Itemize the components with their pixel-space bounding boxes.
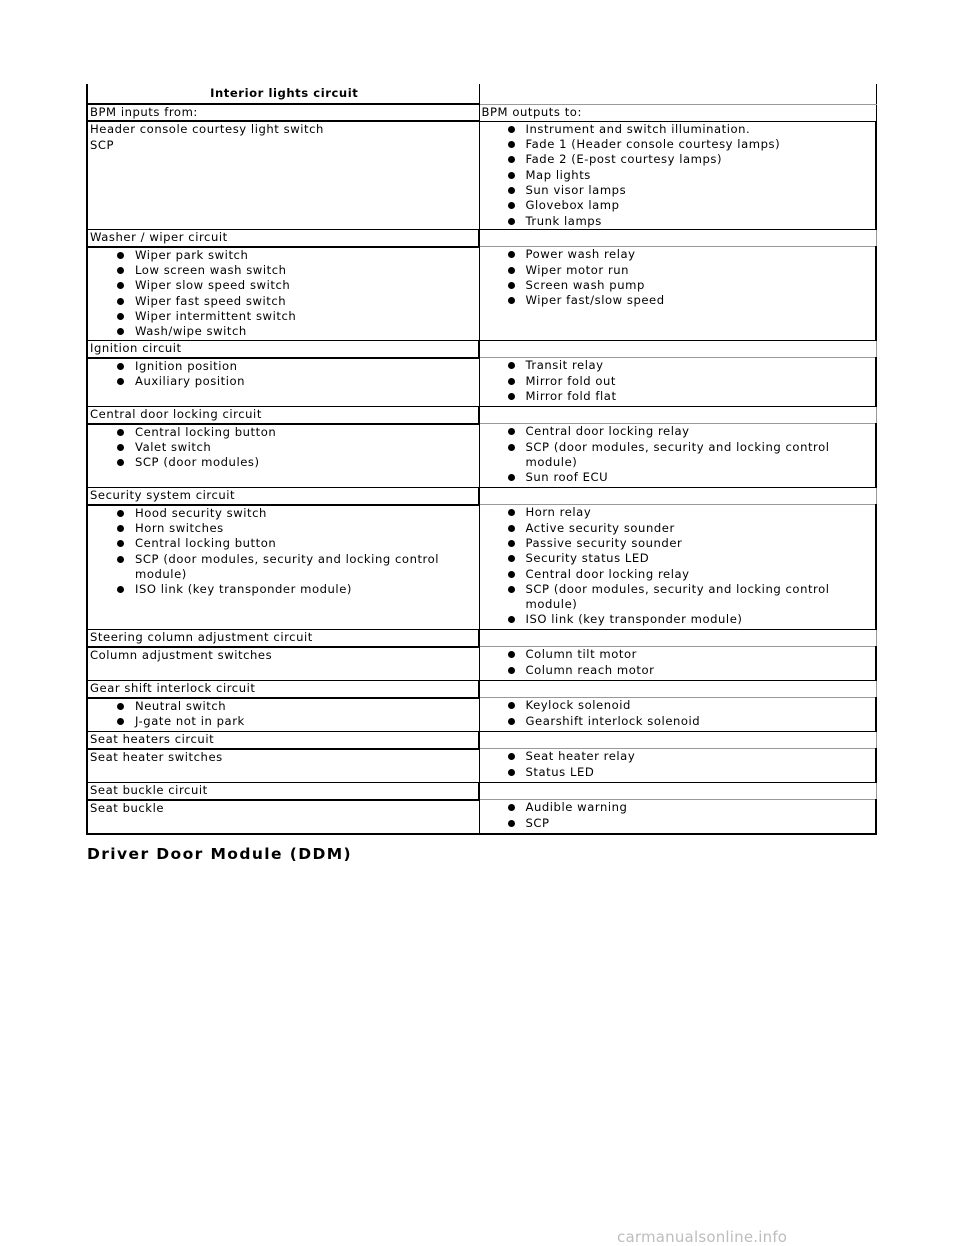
section-heading: Driver Door Module (DDM) [87,845,353,863]
list-item: Audible warning [508,800,876,815]
list-item: SCP [508,816,876,831]
section-title: Steering column adjustment circuit [87,629,479,647]
seat-heaters-outputs [479,749,876,783]
section-title: Security system circuit [87,487,479,505]
list-item: Wiper fast/slow speed [508,293,876,308]
security-system-row [87,505,876,630]
list-item: Wiper intermittent switch [117,309,479,324]
seat-buckle-inputs: Seat buckle [87,800,479,834]
list-item: Security status LED [508,551,876,566]
security-system-outputs [479,505,876,630]
central-door-locking-outputs [479,424,876,488]
section-title: Seat buckle circuit [87,782,479,800]
section-row [87,487,876,505]
gear-shift-outputs [479,698,876,732]
section-row [87,406,876,424]
central-door-locking-inputs [87,424,479,488]
list-item: ISO link (key transponder module) [117,582,479,597]
table-title-row [87,84,876,104]
list-item: Low screen wash switch [117,263,479,278]
list-item: Horn switches [117,521,479,536]
list-item: Central locking button [117,425,479,440]
list-item: Sun visor lamps [508,183,876,198]
list-item: J-gate not in park [117,714,479,729]
list-item: Wiper park switch [117,248,479,263]
list-item: Hood security switch [117,506,479,521]
section-row [87,680,876,698]
seat-heaters-row [87,749,876,783]
section-row [87,782,876,800]
steering-column-outputs [479,647,876,681]
list-item: Wiper slow speed switch [117,278,479,293]
bpm-circuits-table [86,84,877,835]
list-item: Gearshift interlock solenoid [508,714,876,729]
list-item: ISO link (key transponder module) [508,612,876,627]
ignition-row [87,358,876,407]
list-item: Active security sounder [508,521,876,536]
section-row [87,629,876,647]
list-item: Wash/wipe switch [117,324,479,339]
seat-buckle-outputs [479,800,876,834]
seat-buckle-row [87,800,876,834]
list-item: Wiper fast speed switch [117,294,479,309]
list-item: SCP (door modules, security and locking control module) [508,440,876,471]
table-title: Interior lights circuit [87,84,479,104]
input-text: SCP [90,137,115,152]
security-system-inputs [87,505,479,630]
watermark: carmanualsonline.info [617,1228,788,1246]
section-row [87,731,876,749]
outputs-column-header: BPM outputs to: [479,104,876,121]
list-item: Status LED [508,765,876,780]
washer-wiper-inputs [87,247,479,341]
list-item: Auxiliary position [117,374,479,389]
list-item: SCP (door modules) [117,455,479,470]
list-item: Glovebox lamp [508,198,876,213]
list-item: Valet switch [117,440,479,455]
list-item: Column tilt motor [508,647,876,662]
gear-shift-inputs [87,698,479,732]
interior-lights-inputs [87,121,479,229]
list-item: Mirror fold flat [508,389,876,404]
list-item: Instrument and switch illumination. [508,122,876,137]
section-row [87,229,876,247]
inputs-column-header: BPM inputs from: [87,104,479,121]
seat-heaters-inputs: Seat heater switches [87,749,479,783]
interior-lights-row [87,121,876,229]
central-door-locking-row [87,424,876,488]
list-item: Mirror fold out [508,374,876,389]
list-item: Sun roof ECU [508,470,876,485]
gear-shift-row [87,698,876,732]
section-title: Gear shift interlock circuit [87,680,479,698]
steering-column-row [87,647,876,681]
list-item: SCP (door modules, security and locking control module) [117,552,479,583]
list-item: SCP (door modules, security and locking control module) [508,582,876,613]
list-item: Central door locking relay [508,424,876,439]
list-item: Power wash relay [508,247,876,262]
list-item: Passive security sounder [508,536,876,551]
column-header-row [87,104,876,121]
list-item: Ignition position [117,359,479,374]
list-item: Screen wash pump [508,278,876,293]
section-title: Washer / wiper circuit [87,229,479,247]
steering-column-inputs: Column adjustment switches [87,647,479,681]
section-title: Ignition circuit [87,340,479,358]
input-text: Header console courtesy light switch [90,122,324,137]
ignition-inputs [87,358,479,407]
list-item: Wiper motor run [508,263,876,278]
list-item: Column reach motor [508,663,876,678]
list-item: Seat heater relay [508,749,876,764]
list-item: Central locking button [117,536,479,551]
list-item: Neutral switch [117,699,479,714]
list-item: Fade 2 (E-post courtesy lamps) [508,152,876,167]
list-item: Horn relay [508,505,876,520]
list-item: Trunk lamps [508,214,876,229]
washer-wiper-row [87,247,876,341]
section-title: Central door locking circuit [87,406,479,424]
interior-lights-outputs [479,121,876,229]
section-title: Seat heaters circuit [87,731,479,749]
list-item: Fade 1 (Header console courtesy lamps) [508,137,876,152]
ignition-outputs [479,358,876,407]
washer-wiper-outputs [479,247,876,341]
list-item: Central door locking relay [508,567,876,582]
list-item: Transit relay [508,358,876,373]
list-item: Map lights [508,168,876,183]
section-row [87,340,876,358]
list-item: Keylock solenoid [508,698,876,713]
